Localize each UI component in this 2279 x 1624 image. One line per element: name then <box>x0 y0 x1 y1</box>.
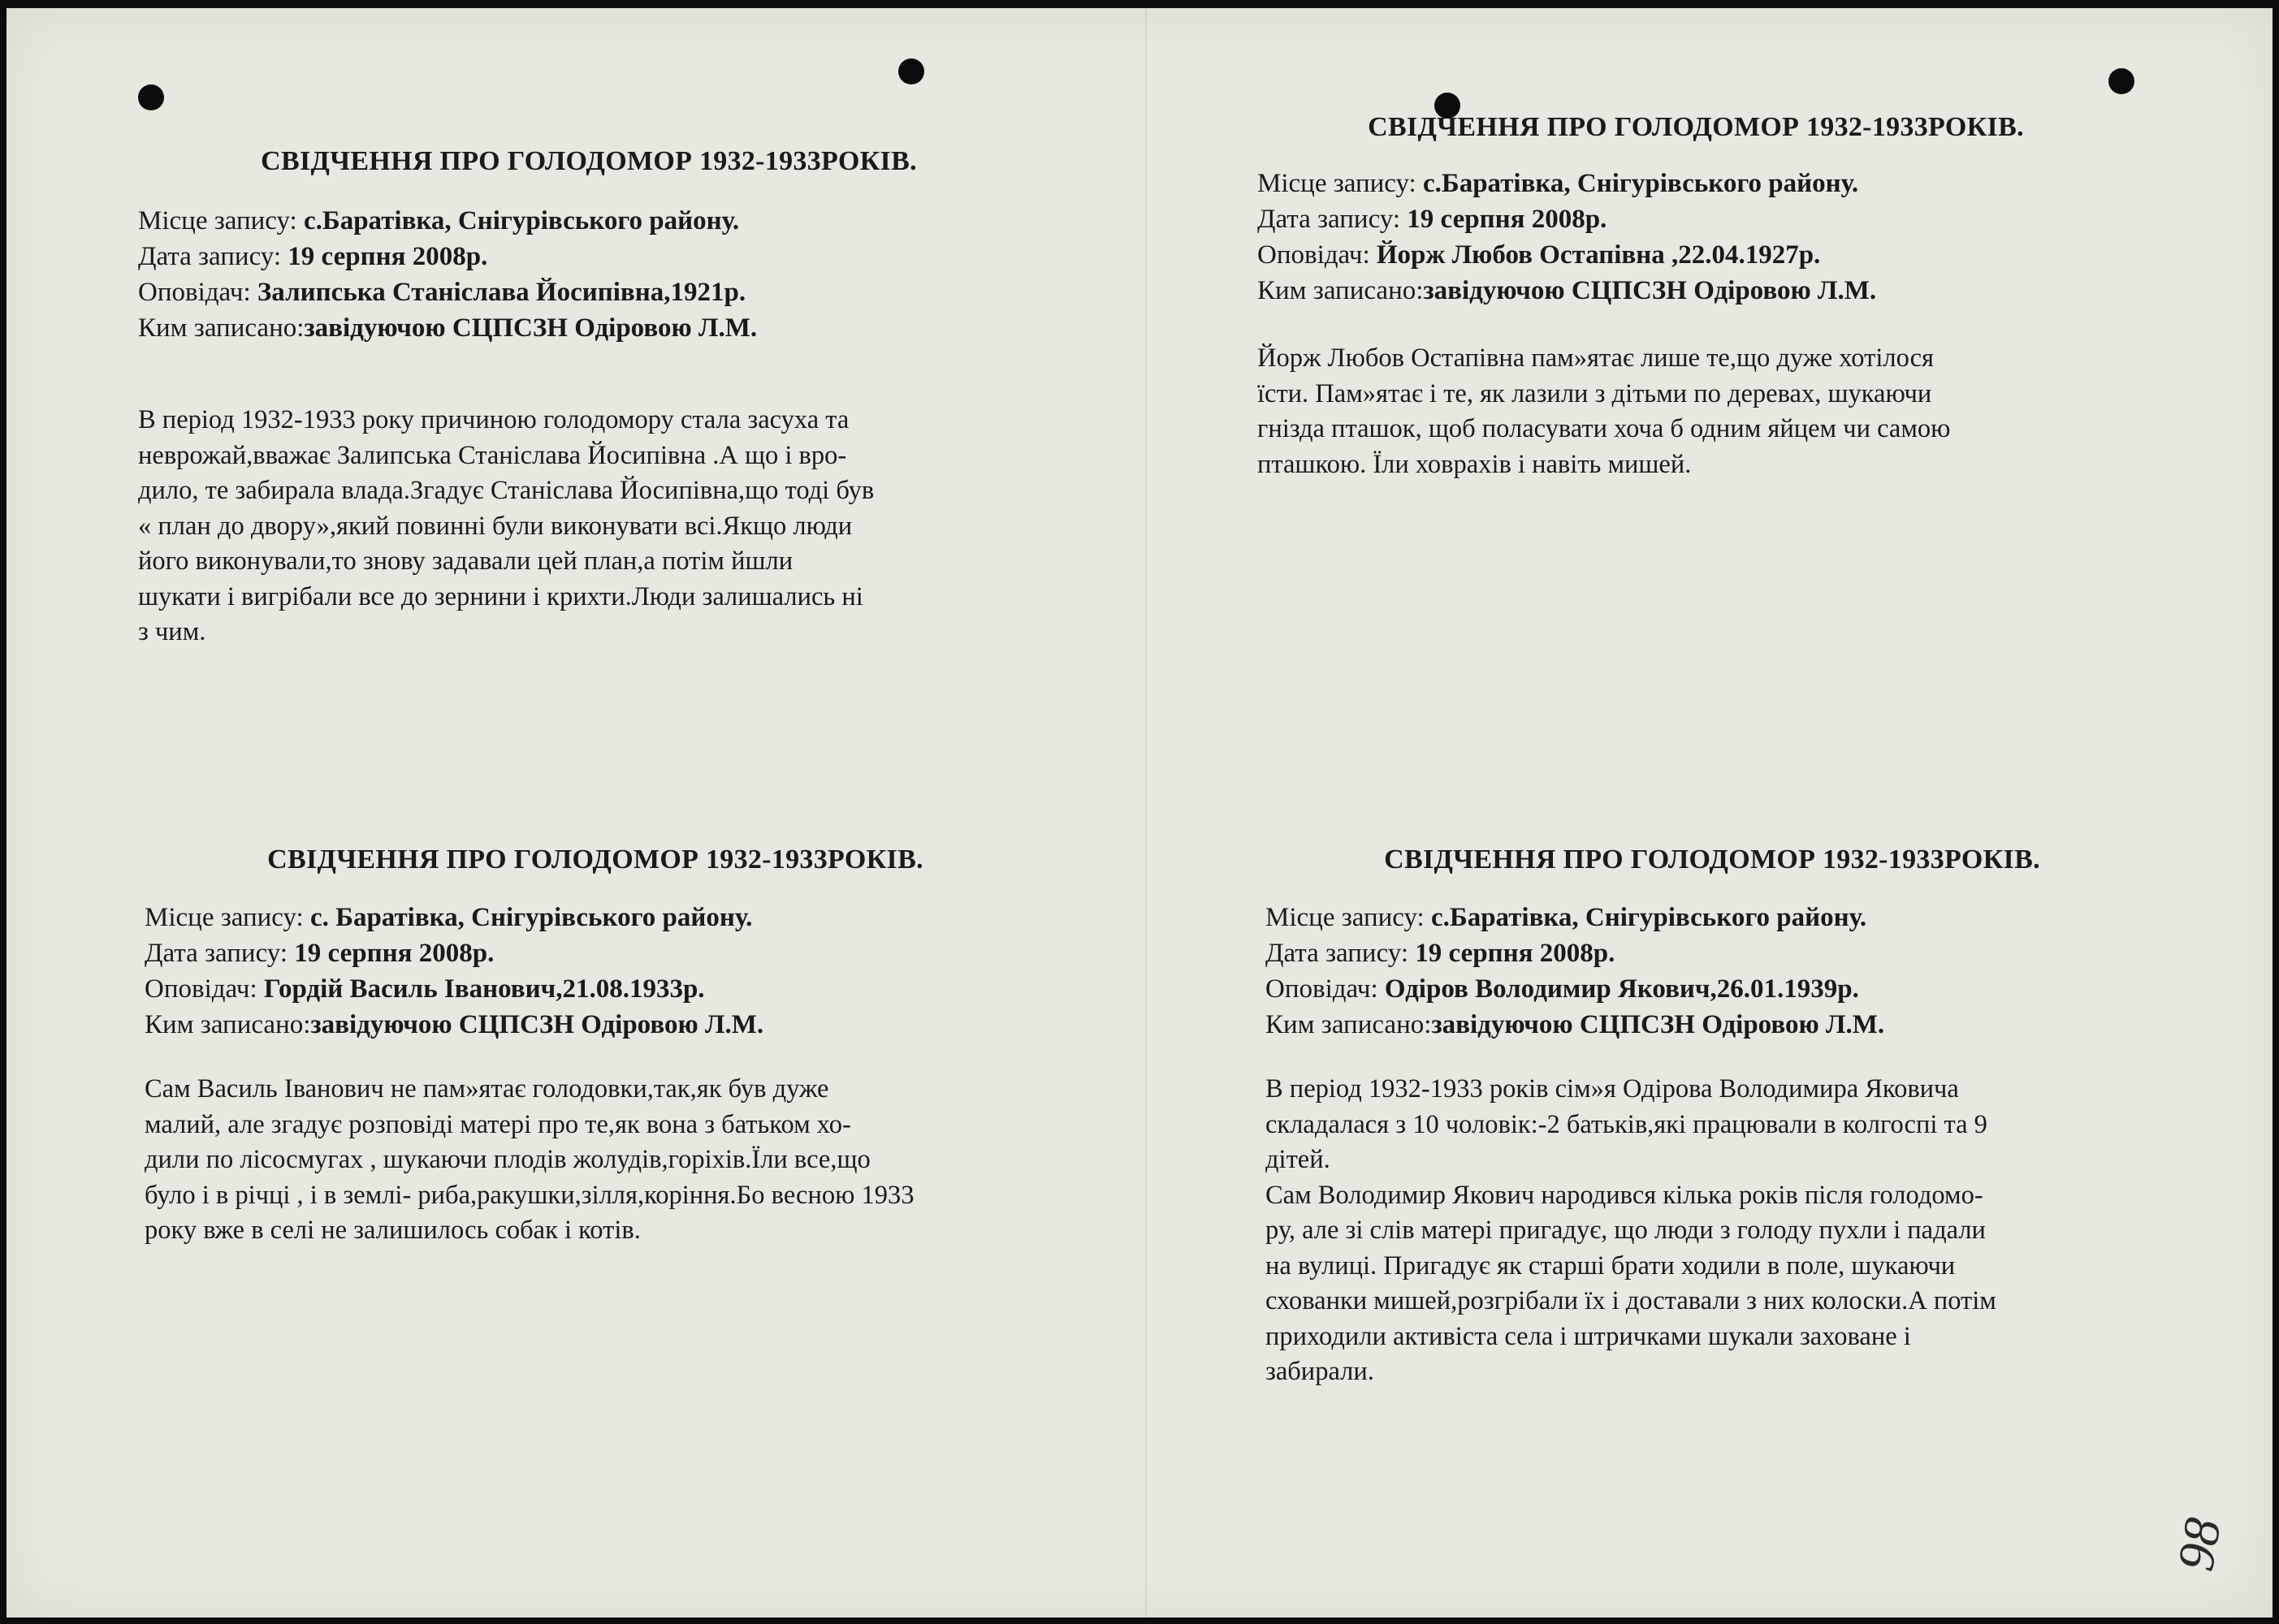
record-place: Місце запису: с.Баратівка, Снігурівського району. <box>1257 169 1859 198</box>
punch-hole <box>898 58 924 84</box>
page-number: 98 <box>2165 1514 2233 1575</box>
testimony-text: Йорж Любов Остапівна пам»ятає лише те,що дуже хотілося їсти. Пам»ятає і те, як лазили з дітьми по деревах, шукаючи гнізда пташок, щоб поласувати хоча б одним яйцем чи самою пташкою. Їли ховрахів і навіть мишей. <box>1257 343 1951 479</box>
testimony-odirov <box>1265 844 2159 1390</box>
punch-hole <box>138 84 164 110</box>
record-date: Дата запису: 19 серпня 2008р. <box>1265 939 1615 968</box>
record-place: Місце запису: с.Баратівка, Снігурівського району. <box>138 206 740 235</box>
record-date: Дата запису: 19 серпня 2008р. <box>1257 205 1607 234</box>
recorded-by: Ким записано:завідуючою СЦПСЗН Одіровою Л.М. <box>138 313 758 343</box>
record-place: Місце запису: с. Баратівка, Снігурівського району. <box>145 903 753 932</box>
testimony-yorzh <box>1257 112 2134 482</box>
record-date: Дата запису: 19 серпня 2008р. <box>145 939 495 968</box>
narrator: Оповідач: Залипська Станіслава Йосипівна,1921р. <box>138 278 746 307</box>
testimony-hordiy <box>145 844 1046 1249</box>
testimony-text: В період 1932-1933 років сім»я Одірова Володимира Яковича складалася з 10 чоловік:-2 батьків,які працювали в колгоспі та 9 дітей. Сам Володимир Якович народився кілька років після голодомо- ру, але зі слів матері пригадує, що люди з голоду пухли і падали на вулиці. Пригадує як старші брати ходили в поле, шукаючи схованки мишей,розгрібали їх і доставали з них колоски.А потім приходили активіста села і штричками шукали заховане і забирали. <box>1265 1074 1996 1386</box>
testimony-title: СВІДЧЕННЯ ПРО ГОЛОДОМОР 1932-1933РОКІВ. <box>1368 112 2024 142</box>
record-date: Дата запису: 19 серпня 2008р. <box>138 242 488 271</box>
testimony-title: СВІДЧЕННЯ ПРО ГОЛОДОМОР 1932-1933РОКІВ. <box>1384 844 2040 875</box>
archive-page <box>6 8 2273 1618</box>
narrator: Оповідач: Гордій Василь Іванович,21.08.1933р. <box>145 974 705 1004</box>
record-place: Місце запису: с.Баратівка, Снігурівського району. <box>1265 903 1867 932</box>
testimony-text: В період 1932-1933 року причиною голодомору стала засуха та неврожай,вважає Залипська Станіслава Йосипівна .А що і вро- дило, те забирала влада.Згадує Станіслава Йосипівна,що тоді був « план до двору»,який повинні були виконувати всі.Якщо люди його виконували,то знову задавали цей план,а потім йшли шукати і вигрібали все до зернини і крихти.Люди залишались ні з чим. <box>138 405 875 646</box>
recorded-by: Ким записано:завідуючою СЦПСЗН Одіровою Л.М. <box>1265 1010 1885 1039</box>
narrator: Оповідач: Одіров Володимир Якович,26.01.1939р. <box>1265 974 1859 1004</box>
narrator: Оповідач: Йорж Любов Остапівна ,22.04.1927р. <box>1257 240 1821 270</box>
recorded-by: Ким записано:завідуючою СЦПСЗН Одіровою Л.М. <box>1257 276 1877 305</box>
punch-hole <box>2108 68 2134 94</box>
fold-line <box>1145 8 1147 1618</box>
testimony-text: Сам Василь Іванович не пам»ятає голодовки,так,як був дуже малий, але згадує розповіді матері про те,як вона з батьком хо- дили по лісосмугах , шукаючи плодів жолудів,горіхів.Їли все,що було і в річці , і в землі- риба,ракушки,зілля,коріння.Бо весною 1933 року вже в селі не залишилось собак і котів. <box>145 1074 915 1245</box>
recorded-by: Ким записано:завідуючою СЦПСЗН Одіровою Л.М. <box>145 1010 764 1039</box>
testimony-title: СВІДЧЕННЯ ПРО ГОЛОДОМОР 1932-1933РОКІВ. <box>261 146 917 176</box>
testimony-title: СВІДЧЕННЯ ПРО ГОЛОДОМОР 1932-1933РОКІВ. <box>267 844 923 875</box>
testimony-zalypska <box>138 146 1040 650</box>
